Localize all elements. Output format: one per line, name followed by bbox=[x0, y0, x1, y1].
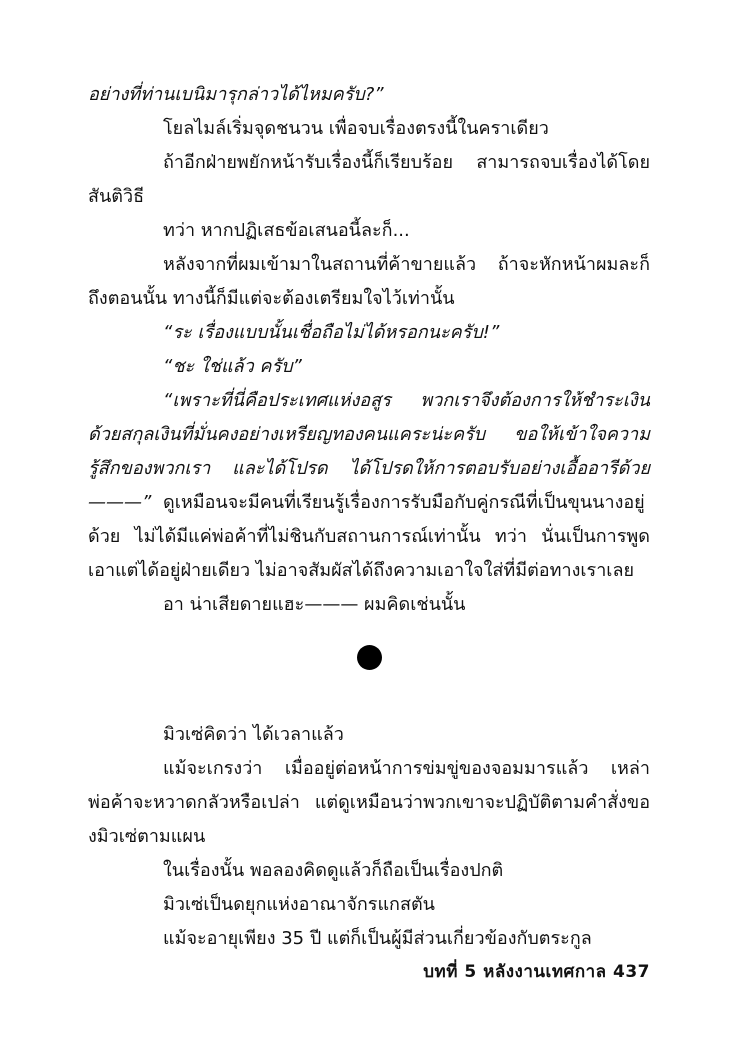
paragraph-2: โยลไมล์เริ่มจุดชนวน เพื่อจบเรื่องตรงนี้ในคราเดียว bbox=[163, 118, 549, 139]
paragraph-7: “ชะ ใช่แล้ว ครับ” bbox=[163, 356, 302, 377]
paragraph-8: “เพราะที่นี่คือประเทศแห่งอสูร พวกเราจึงต้องการให้ชำระเงินด้วยสกุลเงินที่มั่นคงอย่างเหรียญทองคนแคระน่ะครับ ขอให้เข้าใจความรู้สึกของพวกเรา และได้โปรด ได้โปรดให้การตอบรับอย่างเอื้ออารีด้วย———” bbox=[88, 390, 650, 513]
paragraph-3: ถ้าอีกฝ่ายพยักหน้ารับเรื่องนี้ก็เรียบร้อย สามารถจบเรื่องได้โดยสันติวิธี bbox=[88, 152, 650, 207]
paragraph-1: อย่างที่ท่านเบนิมารุกล่าวได้ไหมครับ?” bbox=[88, 84, 384, 105]
section-break-dot-icon bbox=[357, 645, 382, 670]
paragraph-11: มิวเซ่คิดว่า ได้เวลาแล้ว bbox=[163, 724, 344, 745]
paragraph-10: อา น่าเสียดายแฮะ——— ผมคิดเช่นนั้น bbox=[163, 594, 466, 615]
paragraph-15: แม้จะอายุเพียง 35 ปี แต่ก็เป็นผู้มีส่วนเกี่ยวข้องกับตระกูล bbox=[163, 928, 592, 949]
page-footer: บทที่ 5 หลังงานเทศกาล 437 bbox=[423, 962, 650, 982]
paragraph-9: ดูเหมือนจะมีคนที่เรียนรู้เรื่องการรับมือกับคู่กรณีที่เป็นขุนนางอยู่ด้วย ไม่ได้มีแค่พ่อค้าที่ไม่ชินกับสถานการณ์เท่านั้น ทว่า นั่นเป็นการพูดเอาแต่ได้อยู่ฝ่ายเดียว ไม่อาจสัมผัสได้ถึงความเอาใจใส่ที่มีต่อทางเราเลย bbox=[88, 492, 650, 581]
paragraph-4: ทว่า หากปฏิเสธข้อเสนอนี้ละก็... bbox=[163, 220, 410, 241]
paragraph-14: มิวเซ่เป็นดยุกแห่งอาณาจักรแกสตัน bbox=[163, 894, 435, 915]
paragraph-13: ในเรื่องนั้น พอลองคิดดูแล้วก็ถือเป็นเรื่องปกติ bbox=[163, 860, 504, 881]
paragraph-12: แม้จะเกรงว่า เมื่ออยู่ต่อหน้าการข่มขู่ของจอมมารแล้ว เหล่าพ่อค้าจะหวาดกลัวหรือเปล่า แต่ดูเหมือนว่าพวกเขาจะปฏิบัติตามคำสั่งของมิวเซ่ตามแผน bbox=[88, 758, 650, 847]
paragraph-5: หลังจากที่ผมเข้ามาในสถานที่ค้าขายแล้ว ถ้าจะหักหน้าผมละก็ถึงตอนนั้น ทางนี้ก็มีแต่จะต้องเตรียมใจไว้เท่านั้น bbox=[88, 254, 650, 309]
paragraph-6: “ระ เรื่องแบบนั้นเชื่อถือไม่ได้หรอกนะครับ!” bbox=[163, 322, 500, 343]
